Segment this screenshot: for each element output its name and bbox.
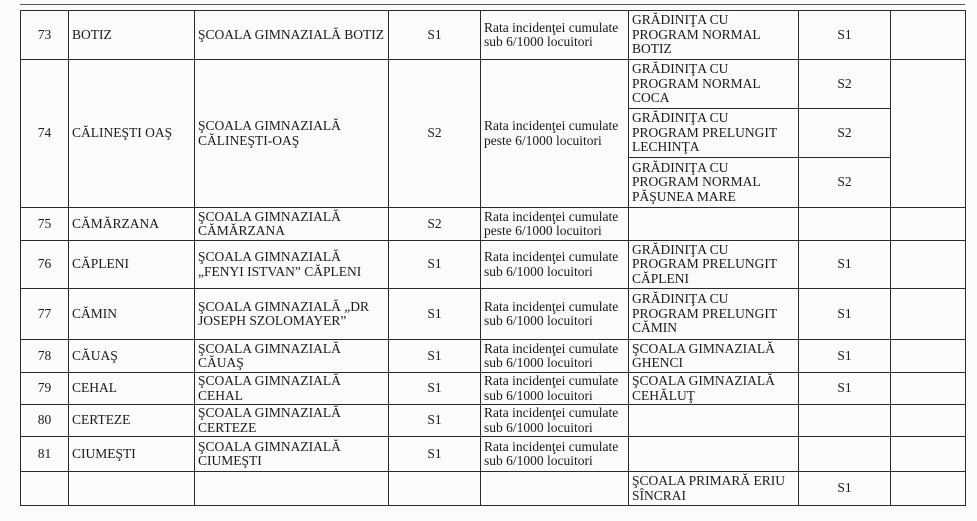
structure-scenario-cell: S1: [799, 373, 891, 405]
structure-scenario-cell: S1: [799, 241, 891, 289]
table-row: [21, 373, 966, 405]
structure-name-cell: [629, 405, 799, 437]
locality-cell: CĂLINEŞTI OAŞ: [69, 60, 195, 208]
school-name-cell: ŞCOALA GIMNAZIALĂ CEHAL: [195, 373, 389, 405]
school-name-cell: ŞCOALA GIMNAZIALĂ CIUMEŞTI: [195, 437, 389, 472]
row-number-cell: 76: [21, 241, 69, 289]
structure-scenario-cell: [799, 437, 891, 472]
incidence-rate-cell: Rata incidenţei cumulate sub 6/1000 locuitori: [481, 289, 629, 340]
incidence-rate-cell: Rata incidenţei cumulate sub 6/1000 locuitori: [481, 405, 629, 437]
structure-name-cell: GRĂDINIŢA CU PROGRAM NORMAL BOTIZ: [629, 11, 799, 60]
table-row: [21, 472, 966, 506]
school-name-cell: ŞCOALA GIMNAZIALĂ CĂMĂRZANA: [195, 208, 389, 241]
table-row: [21, 11, 966, 60]
row-number-cell: [21, 472, 69, 506]
row-number-cell: 79: [21, 373, 69, 405]
school-scenario-cell: S1: [389, 437, 481, 472]
incidence-rate-cell: Rata incidenţei cumulate peste 6/1000 locuitori: [481, 208, 629, 241]
school-scenario-cell: S1: [389, 340, 481, 373]
structure-name-cell: GRĂDINIŢA CU PROGRAM PRELUNGIT CĂPLENI: [629, 241, 799, 289]
row-number-cell: 75: [21, 208, 69, 241]
locality-cell: [69, 472, 195, 506]
locality-cell: CERTEZE: [69, 405, 195, 437]
incidence-rate-cell: Rata incidenţei cumulate sub 6/1000 locuitori: [481, 437, 629, 472]
empty-cell: [891, 11, 966, 60]
locality-cell: CĂUAŞ: [69, 340, 195, 373]
table-row: [21, 208, 966, 241]
empty-cell: [891, 373, 966, 405]
empty-cell: [891, 289, 966, 340]
locality-cell: BOTIZ: [69, 11, 195, 60]
school-scenario-cell: S2: [389, 60, 481, 208]
school-scenario-cell: S2: [389, 208, 481, 241]
empty-cell: [891, 208, 966, 241]
structure-scenario-cell: S1: [799, 340, 891, 373]
structure-name-cell: GRĂDINIŢA CU PROGRAM NORMAL PĂŞUNEA MARE: [629, 158, 799, 208]
structure-scenario-cell: [799, 208, 891, 241]
structure-name-cell: [629, 208, 799, 241]
locality-cell: CEHAL: [69, 373, 195, 405]
table-row: [21, 405, 966, 437]
school-scenario-cell: S1: [389, 11, 481, 60]
structure-scenario-cell: S2: [799, 109, 891, 158]
structure-scenario-cell: S1: [799, 11, 891, 60]
empty-cell: [891, 405, 966, 437]
incidence-rate-cell: Rata incidenţei cumulate sub 6/1000 locuitori: [481, 373, 629, 405]
school-name-cell: ŞCOALA GIMNAZIALĂ BOTIZ: [195, 11, 389, 60]
structure-scenario-cell: S1: [799, 472, 891, 506]
school-scenario-cell: S1: [389, 241, 481, 289]
top-rule: [20, 4, 965, 5]
row-number-cell: 74: [21, 60, 69, 208]
row-number-cell: 81: [21, 437, 69, 472]
structure-name-cell: [629, 437, 799, 472]
school-name-cell: [195, 472, 389, 506]
structure-name-cell: GRĂDINIŢA CU PROGRAM NORMAL COCA: [629, 60, 799, 109]
structure-scenario-cell: S2: [799, 158, 891, 208]
structure-name-cell: GRĂDINIŢA CU PROGRAM PRELUNGIT CĂMIN: [629, 289, 799, 340]
table-row: [21, 241, 966, 289]
structure-name-cell: GRĂDINIŢA CU PROGRAM PRELUNGIT LECHINŢA: [629, 109, 799, 158]
school-name-cell: ŞCOALA GIMNAZIALĂ „FENYI ISTVAN” CĂPLENI: [195, 241, 389, 289]
locality-cell: CĂMIN: [69, 289, 195, 340]
locality-cell: CIUMEŞTI: [69, 437, 195, 472]
school-name-cell: ŞCOALA GIMNAZIALĂ CĂUAŞ: [195, 340, 389, 373]
incidence-rate-cell: [481, 472, 629, 506]
school-scenario-cell: S1: [389, 405, 481, 437]
locality-cell: CĂMĂRZANA: [69, 208, 195, 241]
empty-cell: [891, 60, 966, 208]
incidence-rate-cell: Rata incidenţei cumulate sub 6/1000 locuitori: [481, 11, 629, 60]
school-name-cell: ŞCOALA GIMNAZIALĂ CERTEZE: [195, 405, 389, 437]
school-name-cell: ŞCOALA GIMNAZIALĂ „DR JOSEPH SZOLOMAYER”: [195, 289, 389, 340]
structure-scenario-cell: S2: [799, 60, 891, 109]
incidence-rate-cell: Rata incidenţei cumulate peste 6/1000 locuitori: [481, 60, 629, 208]
empty-cell: [891, 340, 966, 373]
table-row: [21, 289, 966, 340]
school-scenario-cell: S1: [389, 289, 481, 340]
structure-scenario-cell: S1: [799, 289, 891, 340]
schools-scenario-table: [20, 10, 966, 506]
row-number-cell: 73: [21, 11, 69, 60]
row-number-cell: 78: [21, 340, 69, 373]
empty-cell: [891, 472, 966, 506]
school-scenario-cell: [389, 472, 481, 506]
empty-cell: [891, 241, 966, 289]
table-row: [21, 60, 966, 109]
school-name-cell: ŞCOALA GIMNAZIALĂ CĂLINEŞTI-OAŞ: [195, 60, 389, 208]
table-row: [21, 437, 966, 472]
row-number-cell: 80: [21, 405, 69, 437]
structure-name-cell: ŞCOALA GIMNAZIALĂ GHENCI: [629, 340, 799, 373]
row-number-cell: 77: [21, 289, 69, 340]
locality-cell: CĂPLENI: [69, 241, 195, 289]
structure-scenario-cell: [799, 405, 891, 437]
structure-name-cell: ŞCOALA PRIMARĂ ERIU SÎNCRAI: [629, 472, 799, 506]
incidence-rate-cell: Rata incidenţei cumulate sub 6/1000 locuitori: [481, 241, 629, 289]
incidence-rate-cell: Rata incidenţei cumulate sub 6/1000 locuitori: [481, 340, 629, 373]
structure-name-cell: ŞCOALA GIMNAZIALĂ CEHĂLUŢ: [629, 373, 799, 405]
school-scenario-cell: S1: [389, 373, 481, 405]
empty-cell: [891, 437, 966, 472]
table-row: [21, 340, 966, 373]
